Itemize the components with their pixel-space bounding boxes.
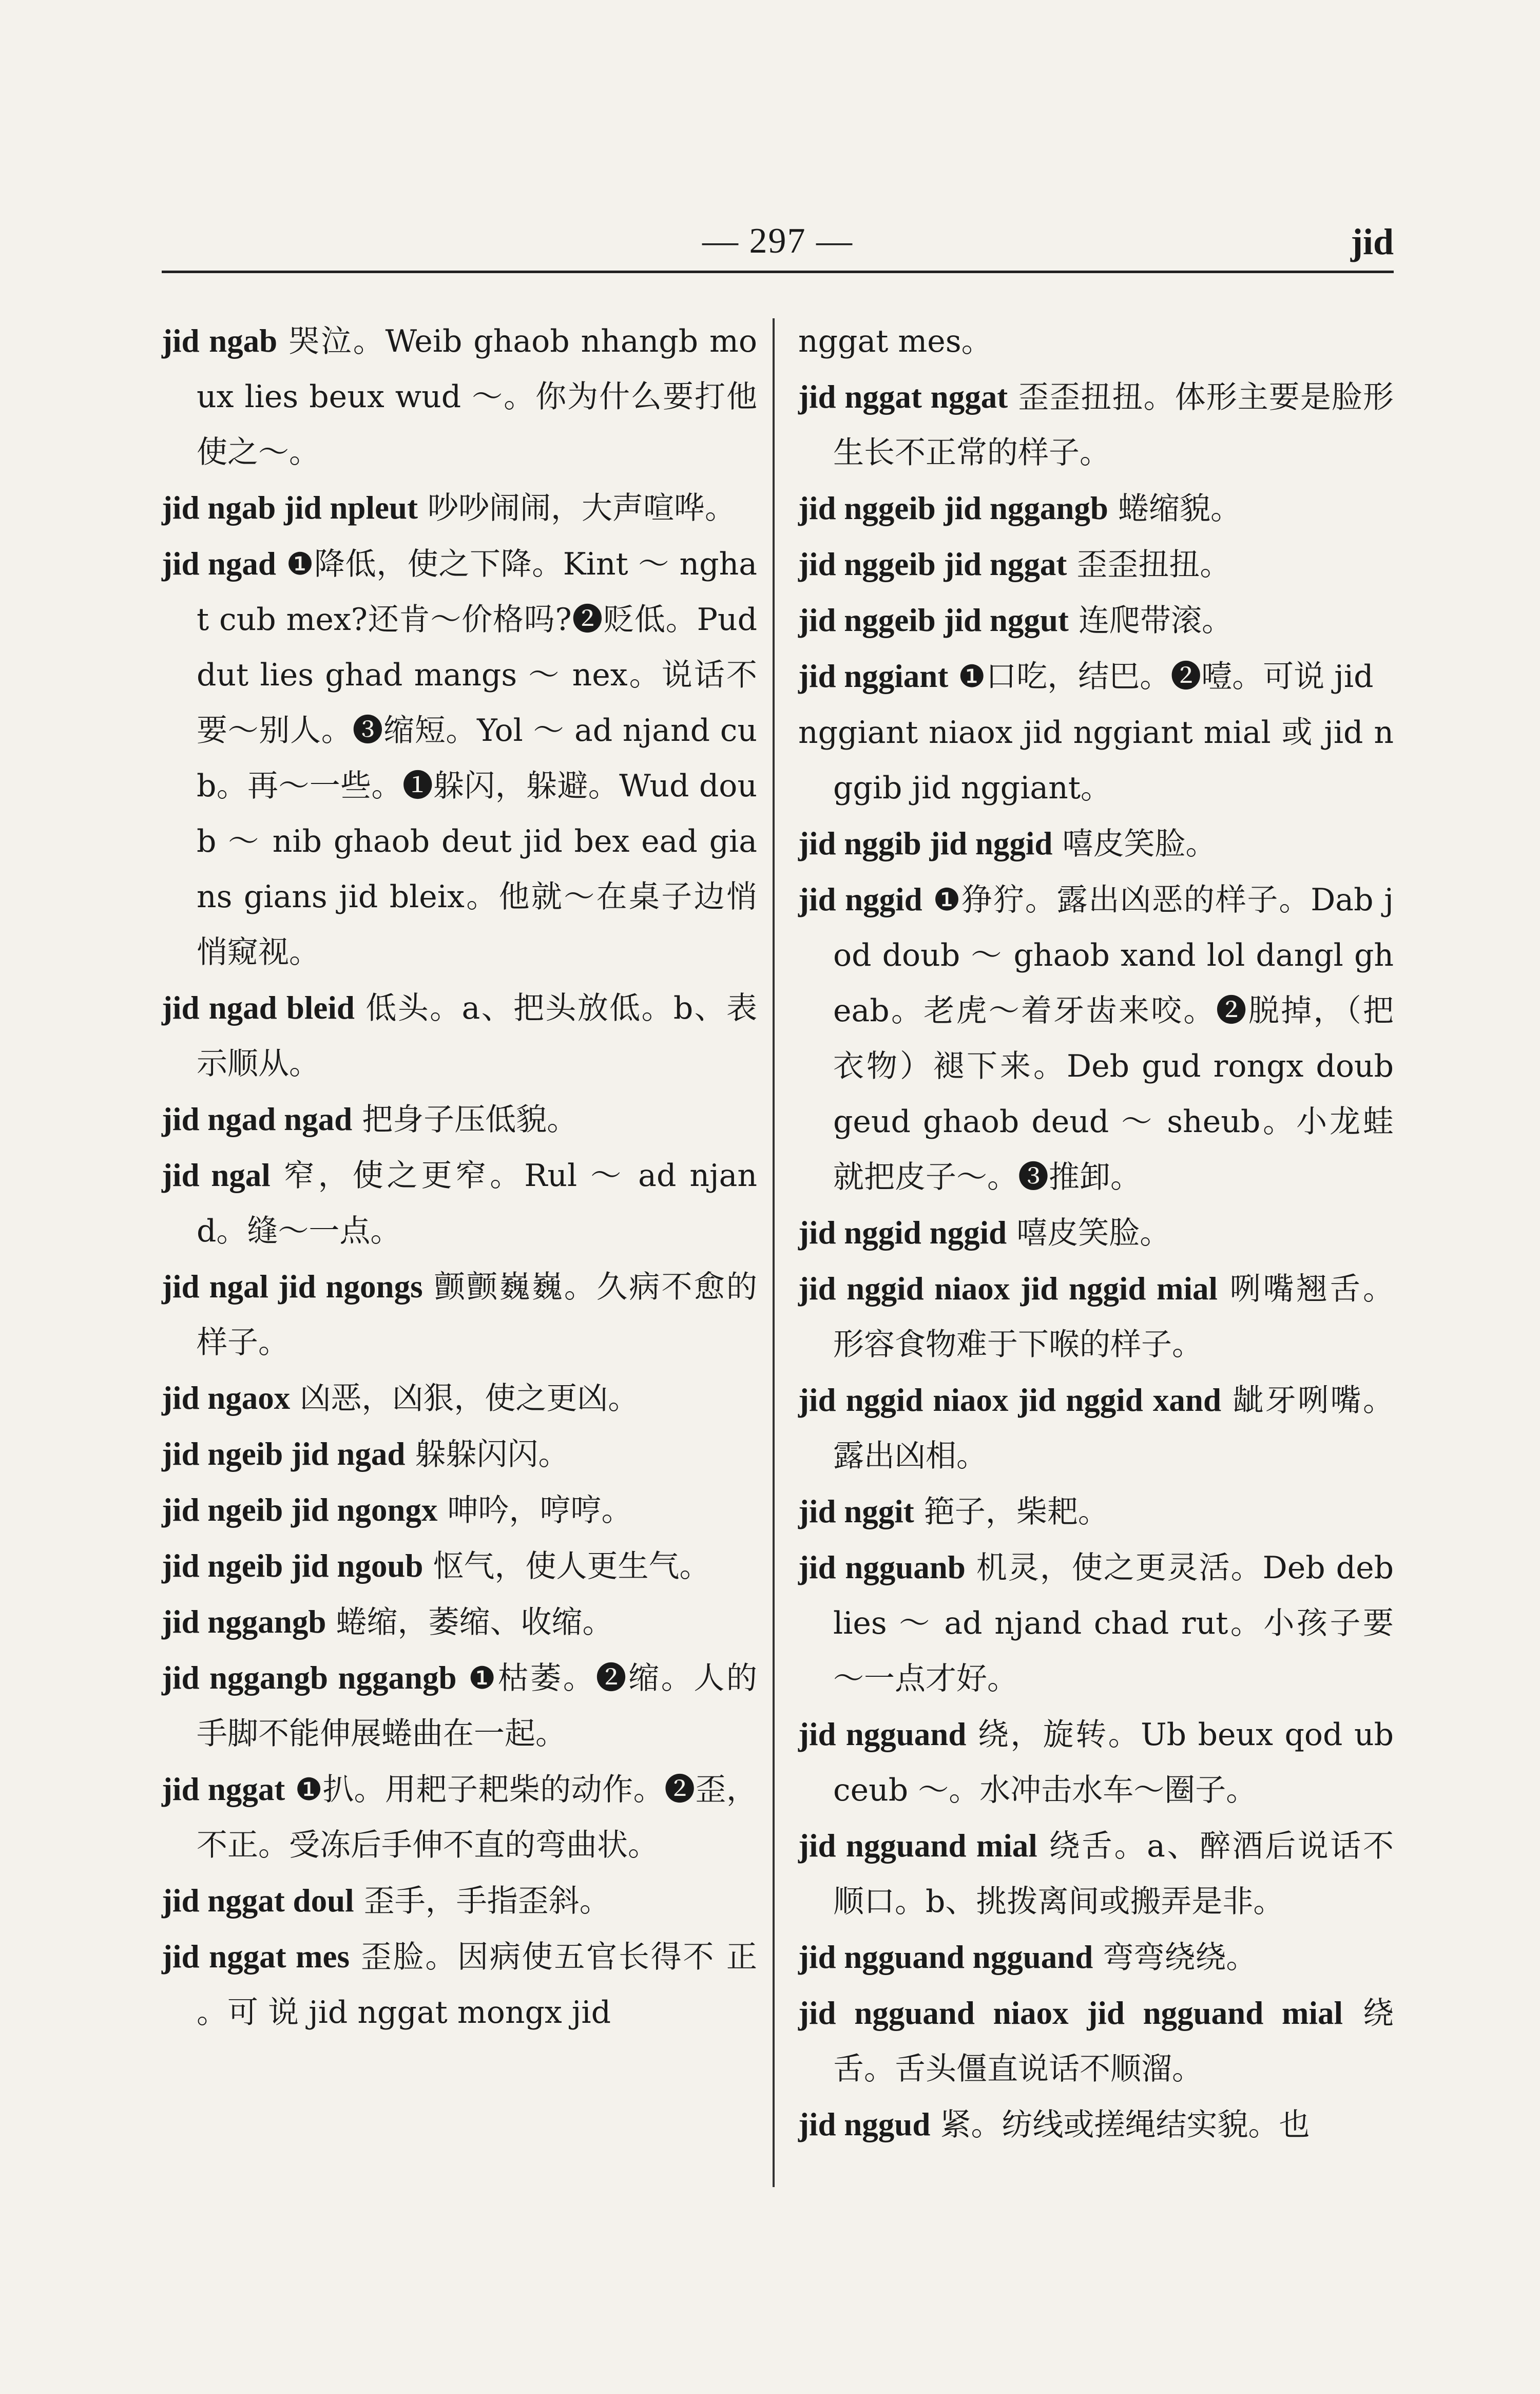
dictionary-entry bbox=[798, 1372, 1394, 1484]
dictionary-entry bbox=[798, 537, 1394, 592]
dictionary-entry bbox=[798, 2097, 1394, 2153]
dictionary-entry bbox=[162, 313, 757, 480]
definition: nggiant niaox jid nggiant mial 或 jid nggib jid nggiant。 bbox=[798, 715, 1394, 806]
definition: 歪手，手指歪斜。 bbox=[354, 1883, 610, 1919]
dictionary-entry bbox=[162, 1259, 757, 1370]
definition: 哭泣。Weib ghaob nhangb moux lies beux wud ～。你为什么要打他使之～。 bbox=[197, 323, 757, 470]
headword: jid ngab jid npleut bbox=[162, 490, 418, 526]
headword: jid nggeib jid nggangb bbox=[798, 490, 1108, 526]
definition: 绕舌。舌头僵直说话不顺溜。 bbox=[833, 1996, 1394, 2087]
definition: 嘻皮笑脸。 bbox=[1007, 1215, 1171, 1251]
headword: jid ngal bbox=[162, 1157, 271, 1193]
definition: 龇牙咧嘴。露出凶相。 bbox=[833, 1383, 1394, 1474]
dictionary-entry bbox=[798, 648, 1394, 704]
headword: jid ngaox bbox=[162, 1380, 291, 1416]
page-header bbox=[162, 216, 1394, 277]
dictionary-entry bbox=[798, 481, 1394, 537]
definition: nggat mes。 bbox=[798, 323, 992, 359]
dictionary-entry bbox=[798, 1261, 1394, 1372]
dictionary-entry bbox=[798, 1540, 1394, 1707]
definition: 咧嘴翘舌。形容食物难于下喉的样子。 bbox=[833, 1271, 1394, 1363]
dictionary-entry bbox=[162, 1594, 757, 1650]
dictionary-entry bbox=[162, 1650, 757, 1761]
definition: 紧。纺线或搓绳结实貌。也 bbox=[930, 2107, 1310, 2143]
left-column bbox=[162, 313, 757, 2040]
header-rule bbox=[162, 271, 1394, 273]
definition: 歪脸。因病使五官长得不 正 。可 说 jid nggat mongx jid bbox=[197, 1939, 757, 2031]
definition: 凶恶，凶狠，使之更凶。 bbox=[290, 1381, 639, 1416]
headword: jid nggeib jid nggat bbox=[798, 546, 1067, 582]
definition: ❶狰狞。露出凶恶的样子。Dab jod doub ～ ghaob xand lol dangl gheab。老虎～着牙齿来咬。❷脱掉，（把衣物）褪下来。Deb gud rongx doub geud ghaob deud ～ sheub。小龙蛙就把皮子～。❸推卸。 bbox=[833, 882, 1394, 1195]
definition: ❶扒。用耙子耙柴的动作。❷歪，不正。受冻后手伸不直的弯曲状。 bbox=[197, 1772, 757, 1863]
headword: jid ngad bbox=[162, 546, 276, 582]
definition: ❶降低，使之下降。Kint ～ nghat cub mex?还肯～价格吗?❷贬低。Pud dut lies ghad mangs ～ nex。说话不要～别人。❸缩短。Yol ～ ad njand cub。再～一些。❶躲闪，躲避。Wud doub ～ nib ghaob deut jid bex ead gians gians jid bleix。他就～在桌子边悄悄窥视。 bbox=[197, 546, 757, 970]
definition: 绕舌。a、醉酒后说话不顺口。b、挑拨离间或搬弄是非。 bbox=[833, 1828, 1394, 1920]
running-head: jid bbox=[1350, 221, 1394, 262]
headword: jid nggat doul bbox=[162, 1883, 354, 1919]
dictionary-entry bbox=[162, 1147, 757, 1259]
dictionary-entry bbox=[798, 592, 1394, 648]
definition: 怄气，使人更生气。 bbox=[423, 1548, 710, 1584]
definition: 把身子压低貌。 bbox=[352, 1102, 578, 1138]
headword: jid ngguand ngguand bbox=[798, 1939, 1093, 1975]
dictionary-entry bbox=[798, 1818, 1394, 1929]
headword: jid nggid bbox=[798, 882, 922, 917]
definition: 躲躲闪闪。 bbox=[405, 1437, 569, 1472]
dictionary-entry bbox=[798, 1205, 1394, 1261]
definition: 蜷缩貌。 bbox=[1108, 491, 1242, 527]
definition: 机灵，使之更灵活。Deb deb lies ～ ad njand chad rut。小孩子要～一点才好。 bbox=[833, 1550, 1394, 1697]
column-divider bbox=[773, 318, 775, 2187]
headword: jid ngad ngad bbox=[162, 1101, 353, 1137]
dictionary-entry bbox=[162, 1091, 757, 1147]
dictionary-entry bbox=[162, 480, 757, 536]
headword: jid ngguand mial bbox=[798, 1828, 1037, 1864]
headword: jid nggid niaox jid nggid xand bbox=[798, 1382, 1221, 1418]
headword: jid nggat bbox=[162, 1771, 285, 1807]
definition: 呻吟，哼哼。 bbox=[437, 1492, 632, 1528]
dictionary-entry bbox=[798, 872, 1394, 1205]
headword: jid ngal jid ngongs bbox=[162, 1269, 423, 1305]
definition: 蜷缩，萎缩、收缩。 bbox=[326, 1604, 613, 1640]
headword: jid nggit bbox=[798, 1493, 914, 1529]
dictionary-entry bbox=[162, 1482, 757, 1538]
definition: 连爬带滚。 bbox=[1068, 603, 1233, 639]
dictionary-entry bbox=[798, 816, 1394, 872]
dictionary-entry bbox=[162, 1929, 757, 2040]
definition: ❶枯萎。❷缩。人的手脚不能伸展蜷曲在一起。 bbox=[197, 1660, 757, 1752]
dictionary-entry bbox=[798, 1929, 1394, 1985]
page-number: — 297 — bbox=[702, 221, 853, 261]
headword: jid ngguanb bbox=[798, 1549, 966, 1585]
headword: jid ngad bleid bbox=[162, 990, 355, 1026]
definition: 窄，使之更窄。Rul ～ ad njand。缝～一点。 bbox=[197, 1158, 758, 1249]
headword: jid nggud bbox=[798, 2106, 931, 2142]
headword: jid nggib jid nggid bbox=[798, 826, 1053, 861]
dictionary-entry bbox=[798, 313, 1394, 369]
definition: 颤颤巍巍。久病不愈的样子。 bbox=[197, 1269, 757, 1361]
headword: jid ngguand bbox=[798, 1716, 967, 1752]
definition: 歪歪扭扭。 bbox=[1067, 547, 1231, 583]
dictionary-entry bbox=[798, 704, 1394, 816]
dictionary-entry bbox=[162, 1761, 757, 1873]
headword: jid nggangb bbox=[162, 1604, 326, 1640]
definition: 弯弯绕绕。 bbox=[1093, 1940, 1257, 1976]
dictionary-entry bbox=[162, 1370, 757, 1426]
definition: 低头。a、把头放低。b、表示顺从。 bbox=[197, 990, 757, 1082]
headword: jid ngeib jid ngad bbox=[162, 1436, 406, 1472]
headword: jid nggangb nggangb bbox=[162, 1660, 457, 1696]
dictionary-entry bbox=[798, 1484, 1394, 1540]
dictionary-entry bbox=[162, 1873, 757, 1929]
definition: 绕，旋转。Ub beux qod ub ceub ～。水冲击水车～圈子。 bbox=[833, 1717, 1394, 1808]
dictionary-entry bbox=[162, 536, 757, 980]
headword: jid nggid nggid bbox=[798, 1215, 1007, 1251]
dictionary-entry bbox=[162, 1426, 757, 1482]
dictionary-entry bbox=[798, 1707, 1394, 1818]
definition: 筢子，柴耙。 bbox=[914, 1494, 1109, 1530]
headword: jid nggid niaox jid nggid mial bbox=[798, 1271, 1218, 1307]
definition: 歪歪扭扭。体形主要是脸形生长不正常的样子。 bbox=[833, 379, 1394, 471]
headword: jid ngguand niaox jid ngguand mial bbox=[798, 1995, 1343, 2031]
definition: ❶口吃，结巴。❷噎。可说 jid bbox=[948, 659, 1374, 695]
headword: jid ngeib jid ngoub bbox=[162, 1548, 424, 1584]
definition: 嘻皮笑脸。 bbox=[1052, 826, 1217, 862]
headword: jid ngeib jid ngongx bbox=[162, 1492, 438, 1528]
definition: 吵吵闹闹，大声喧哗。 bbox=[417, 490, 736, 526]
headword: jid ngab bbox=[162, 323, 278, 359]
headword: jid nggat mes bbox=[162, 1939, 350, 1975]
dictionary-entry bbox=[162, 1538, 757, 1594]
dictionary-entry bbox=[798, 1985, 1394, 2097]
dictionary-entry bbox=[798, 369, 1394, 481]
headword: jid nggeib jid nggut bbox=[798, 602, 1069, 638]
headword: jid nggat nggat bbox=[798, 379, 1008, 415]
headword: jid nggiant bbox=[798, 658, 949, 694]
dictionary-entry bbox=[162, 980, 757, 1091]
right-column bbox=[798, 313, 1394, 2153]
